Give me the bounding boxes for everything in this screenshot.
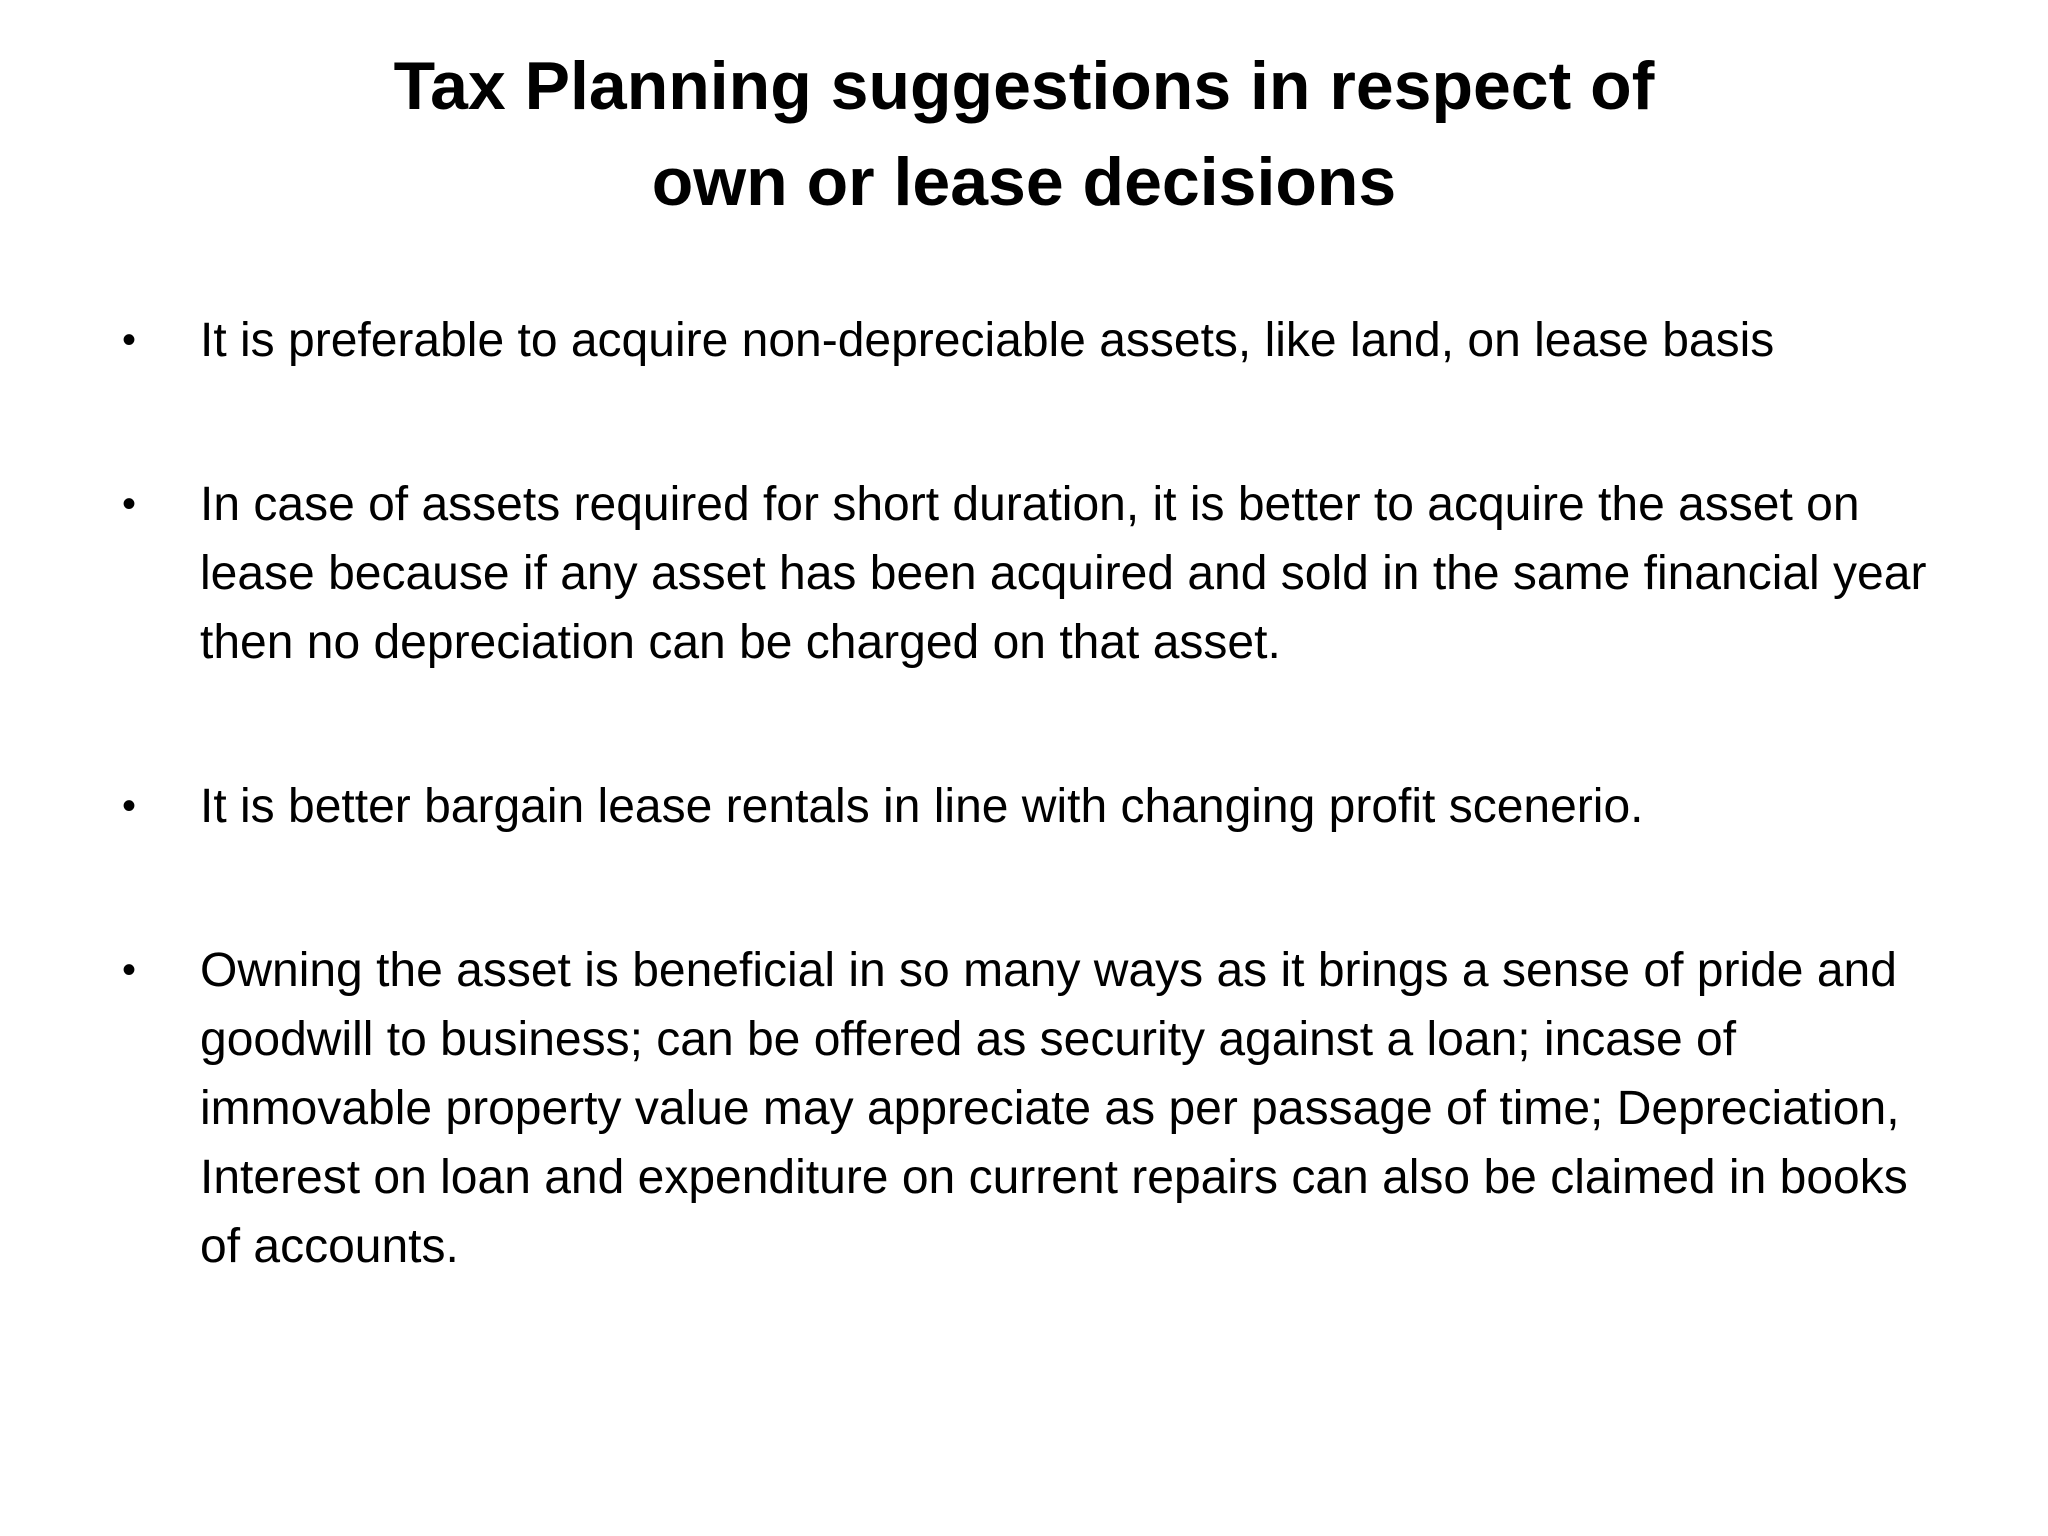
slide-title xyxy=(0,38,2048,230)
title-line-2: own or lease decisions xyxy=(651,144,1397,220)
bullet-text: Owning the asset is beneficial in so many ways as it brings a sense of pride and goodwill to business; can be offered as security against a loan; incase of immovable property value may appreciate as per passage of time; Depreciation, Interest on loan and expenditure on current repairs can also be claimed in books of accounts. xyxy=(200,944,1908,1273)
bullet-dot-icon: • xyxy=(122,784,137,828)
bullet-text: It is preferable to acquire non-depreciable assets, like land, on lease basis xyxy=(200,314,1775,367)
bullet-item xyxy=(122,936,1960,1281)
bullet-text: In case of assets required for short duration, it is better to acquire the asset on lease because if any asset has been acquired and sold in the same financial year then no depreciation can be charged on that asset. xyxy=(200,478,1927,669)
bullet-item xyxy=(122,772,1960,841)
bullet-dot-icon: • xyxy=(122,482,137,526)
bullet-item xyxy=(122,470,1960,677)
bullet-dot-icon: • xyxy=(122,948,137,992)
bullet-dot-icon: • xyxy=(122,318,137,362)
bullet-text: It is better bargain lease rentals in line with changing profit scenerio. xyxy=(200,780,1644,833)
bullet-item xyxy=(122,306,1960,375)
title-line-1: Tax Planning suggestions in respect of xyxy=(393,48,1655,124)
